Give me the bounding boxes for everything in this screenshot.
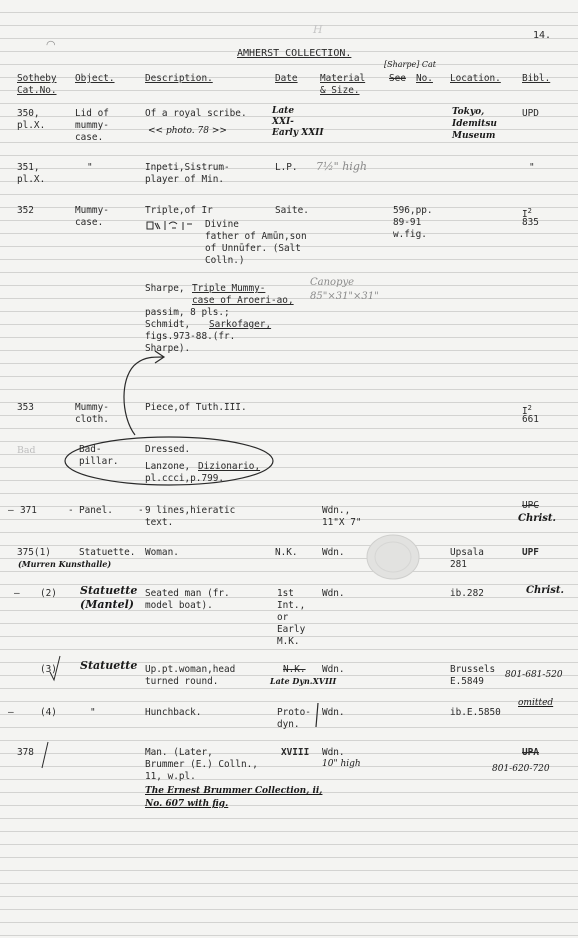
row-352-ref-title-2: Sarkofager,: [209, 319, 272, 330]
row-375-2-dash: —: [14, 588, 20, 599]
row-351-bibl: ": [529, 162, 535, 173]
row-375-1-object: Statuette.: [79, 547, 136, 558]
row-352-desc-2: Divine father of Amūn,son of Unnūfer. (Salt Colln.): [205, 219, 307, 266]
row-375-3-date-struck: N.K.: [283, 664, 306, 675]
row-378-description: Man. (Later, Brummer (E.) Colln., 11, w.pl.: [145, 747, 258, 782]
header-object: Object.: [75, 73, 115, 84]
row-371-material: Wdn., 11"X 7": [322, 505, 362, 528]
row-375-4-description: Hunchback.: [145, 707, 202, 718]
row-371-object: Panel.: [79, 505, 113, 516]
row-351-date: L.P.: [275, 162, 298, 173]
row-375-2-object-note: Statuette (Mantel): [80, 584, 138, 611]
row-375-4-dash: —: [8, 707, 14, 718]
row-351-description: Inpeti,Sistrum- player of Min.: [145, 162, 230, 185]
row-353-description: Piece,of Tuth.III.: [145, 402, 247, 413]
row-bad-ref-author: Lanzone,: [145, 461, 191, 472]
header-cat: Sotheby Cat.No.: [17, 73, 57, 96]
row-375-1-date: N.K.: [275, 547, 298, 558]
header-catno: No.: [416, 73, 433, 84]
row-371-bibl-note: Christ.: [518, 513, 557, 524]
row-353-object: Mummy- cloth.: [75, 402, 109, 425]
row-378-bibl-struck: UPA: [522, 747, 539, 758]
row-351-cat: 351, pl.X.: [17, 162, 46, 185]
pencil-corner-mark: ◠: [46, 38, 56, 51]
row-378-material: Wdn.: [322, 747, 345, 758]
row-352-canopy-note: Canopye 85"×31"×31": [310, 277, 379, 302]
row-350-object: Lid of mummy- case.: [75, 108, 109, 143]
row-371-description: 9 lines,hieratic text.: [145, 505, 236, 528]
row-350-date-note: Late XXI- Early XXII: [272, 106, 324, 138]
header-description: Description.: [145, 73, 213, 84]
row-375-4-location: ib.E.5850: [450, 707, 501, 718]
row-375-3-date-note: Late Dyn.XVIII: [270, 676, 337, 686]
faint-pencil-mark: H: [313, 23, 323, 36]
row-352-ref-passim: passim, 8 pls.; Schmidt,: [145, 307, 230, 330]
row-350-location-note: Tokyo, Idemitsu Museum: [452, 107, 497, 141]
header-bibl: Bibl.: [522, 73, 551, 84]
row-bad-desc: Dressed.: [145, 444, 191, 455]
page-number: 14.: [533, 30, 552, 41]
row-375-2-material: Wdn.: [322, 588, 345, 599]
row-371-bibl-struck: UPC: [522, 500, 539, 511]
row-352-catno: 596,pp. 89-91 w.fig.: [393, 205, 433, 240]
row-371-dash3: -: [138, 505, 144, 516]
row-352-ref-figs: figs.973-88.(fr. Sharpe).: [145, 331, 236, 354]
row-375-3-material: Wdn.: [322, 664, 345, 675]
row-375-2-bibl-note: Christ.: [526, 585, 565, 596]
header-catno-struck: See: [389, 73, 406, 84]
page-title: AMHERST COLLECTION.: [237, 48, 352, 59]
header-material: Material & Size.: [320, 73, 366, 96]
header-location: Location.: [450, 73, 501, 84]
row-352-ref-author: Sharpe,: [145, 283, 185, 294]
row-378-desc-note: The Ernest Brummer Collection, ii, No. 607 with fig.: [145, 786, 323, 809]
row-375-2-description: Seated man (fr. model boat).: [145, 588, 230, 611]
row-375-4-date: Proto- dyn.: [277, 707, 311, 730]
row-375-3-description: Up.pt.woman,head turned round.: [145, 664, 236, 687]
row-353-bibl-page: 661: [522, 414, 539, 425]
row-353-cat: 353: [17, 402, 34, 413]
row-378-cat: 378: [17, 747, 34, 758]
row-375-2-date: 1st Int., or Early M.K.: [277, 588, 306, 647]
row-375-4-bibl-note: omitted: [518, 698, 554, 708]
row-375-2-cat: (2): [40, 588, 57, 599]
row-375-1-description: Woman.: [145, 547, 179, 558]
row-378-size-note: 10" high: [322, 759, 361, 769]
row-371-cat: 371: [20, 505, 37, 516]
row-352-bibl-page: 835: [522, 217, 539, 228]
row-bad-ref-plate: pl.ccci,p.799.: [145, 473, 225, 484]
row-350-bibl: UPD: [522, 108, 539, 119]
row-352-desc-1: Triple,of Ir: [145, 205, 213, 216]
row-352-cat: 352: [17, 205, 34, 216]
row-375-1-material: Wdn.: [322, 547, 345, 558]
row-351-size-note: 7½" high: [316, 160, 367, 173]
row-bad-object: Bad- pillar.: [79, 444, 119, 467]
row-375-1-cat: 375(1): [17, 547, 51, 558]
row-375-3-location: Brussels E.5849: [450, 664, 496, 687]
row-375-4-cat: (4): [40, 707, 57, 718]
row-353-bibl: $I^2$: [522, 404, 532, 418]
row-350-photo-note: << photo. 78 >>: [148, 126, 227, 136]
row-352-object: Mummy- case.: [75, 205, 109, 228]
row-352-ref-title: Triple Mummy- case of Aroeri-ao,: [192, 283, 294, 306]
row-375-3-bibl-note: 801-681-520: [505, 670, 563, 680]
row-375-4-material: Wdn.: [322, 707, 345, 718]
row-375-1-location: Upsala 281: [450, 547, 484, 570]
row-371-dash: —: [8, 505, 14, 516]
row-350-cat: 350, pl.X.: [17, 108, 46, 131]
row-352-bibl: $I^2$: [522, 207, 532, 221]
row-352-date: Saite.: [275, 205, 309, 216]
row-351-object: ": [87, 162, 93, 173]
row-371-dash2: -: [68, 505, 74, 516]
header-catno-annotation: [Sharpe] Cat: [384, 60, 436, 69]
row-375-2-location: ib.282: [450, 588, 484, 599]
row-375-1-object-note: (Murren Kunsthalle): [18, 559, 112, 569]
row-bad-ref-title: Dizionario,: [198, 461, 261, 472]
row-375-1-bibl: UPF: [522, 547, 539, 558]
row-375-3-object-note: Statuette: [80, 659, 138, 672]
row-378-date: XVIII: [281, 747, 310, 758]
header-date: Date: [275, 73, 298, 84]
row-378-bibl-note: 801-620-720: [492, 764, 550, 774]
row-375-3-cat: (3): [40, 664, 57, 675]
row-375-4-object: ": [90, 707, 96, 718]
row-bad-cat: Bad: [17, 445, 36, 456]
row-350-description: Of a royal scribe.: [145, 108, 247, 119]
